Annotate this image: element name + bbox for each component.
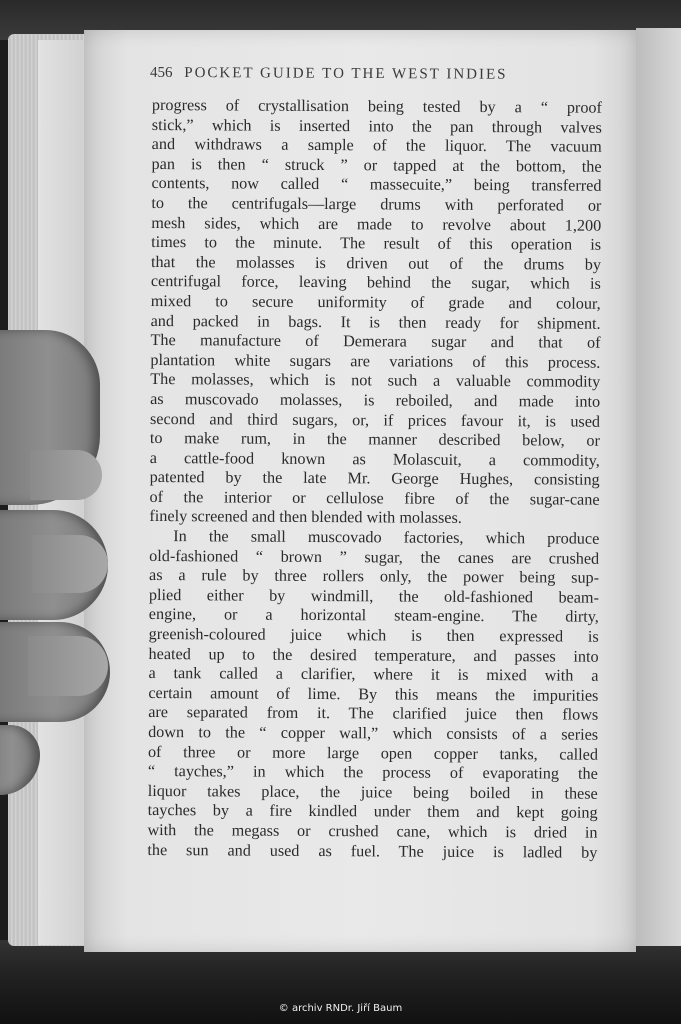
text-line: tayches by a fire kindled under them and kept going — [147, 801, 598, 823]
text-line: a tank called a clarifier, where it is mixed with a — [148, 664, 599, 685]
facing-page-edge — [636, 28, 681, 946]
text-line: old-fashioned “ brown ” sugar, the canes are crushed — [149, 546, 600, 568]
text-line: to make rum, in the manner described below, or — [149, 429, 600, 450]
page-number: 456 — [149, 64, 173, 81]
text-line: times to the minute. The result of this operation is — [151, 233, 602, 254]
text-line: The molasses, which is not such a valuable commodity — [150, 370, 601, 392]
holding-hand — [0, 330, 110, 800]
finger-bottom — [0, 725, 40, 795]
text-line: liquor takes place, the juice being boiled in these — [147, 781, 598, 803]
text-line: engine, or a horizontal steam-engine. The dirty, — [148, 605, 599, 627]
text-line: and withdraws a sample of the liquor. The vacuum — [151, 135, 602, 156]
text-line: heated up to the desired temperature, and passes into — [148, 644, 599, 666]
text-line: a cattle-food known as Molascuit, a commodity, — [149, 448, 600, 470]
book-title: POCKET GUIDE TO THE WEST INDIES — [184, 65, 508, 83]
text-line: as a rule by three rollers only, the power being sup- — [149, 566, 600, 587]
text-line: In the small muscovado factories, which produce — [173, 527, 600, 548]
running-head — [150, 65, 590, 84]
text-line: mixed to secure uniformity of grade and colour, — [150, 291, 601, 313]
fingernail — [32, 535, 108, 593]
text-line: pan is then “ struck ” or tapped at the bottom, the — [151, 154, 602, 176]
page-body-text — [147, 96, 602, 863]
text-line: are separated from it. The clarified juice then flows — [148, 703, 599, 725]
text-line: greenish-coloured juice which is then expressed is — [148, 625, 599, 646]
text-line: mesh sides, which are made to revolve about 1,200 — [151, 213, 602, 235]
copyright-watermark: © archiv RNDr. Jiří Baum — [278, 1003, 403, 1014]
text-line: to the centrifugals—large drums with perforated or — [151, 193, 602, 215]
text-line: stick,” which is inserted into the pan through valves — [151, 115, 602, 137]
text-line: certain amount of lime. By this means the impurities — [148, 683, 599, 705]
text-line: and packed in bags. It is then ready for shipment. — [150, 311, 601, 333]
text-line: progress of crystallisation being tested by a “ proof — [151, 96, 602, 117]
fingernail — [30, 450, 102, 500]
text-line: that the molasses is driven out of the drums by — [150, 252, 602, 274]
text-line: of three or more large open copper tanks, called — [147, 742, 599, 764]
text-line: plied either by windmill, the old-fashioned beam- — [148, 585, 599, 607]
text-line: as muscovado molasses, is reboiled, and made into — [150, 389, 601, 411]
text-line: second and third sugars, or, if prices favour it, is used — [149, 409, 601, 431]
text-line: finely screened and then blended with molasses. — [149, 507, 462, 528]
text-line: centrifugal force, leaving behind the sugar, which is — [150, 272, 601, 294]
text-line: the sun and used as fuel. The juice is ladled by — [147, 840, 598, 862]
text-line: “ tayches,” in which the process of evaporating the — [147, 762, 598, 783]
text-line: The manufacture of Demerara sugar and that of — [150, 331, 601, 352]
text-line: with the megass or crushed cane, which is dried in — [147, 820, 598, 842]
text-line: patented by the late Mr. George Hughes, consisting — [149, 468, 600, 490]
text-line: contents, now called “ massecuite,” being transferred — [151, 174, 602, 196]
text-line: plantation white sugars are variations of this process. — [150, 350, 601, 372]
text-line: of the interior or cellulose fibre of the sugar-cane — [149, 487, 600, 509]
fingernail — [28, 636, 108, 696]
text-line: down to the “ copper wall,” which consists of a series — [148, 722, 599, 744]
